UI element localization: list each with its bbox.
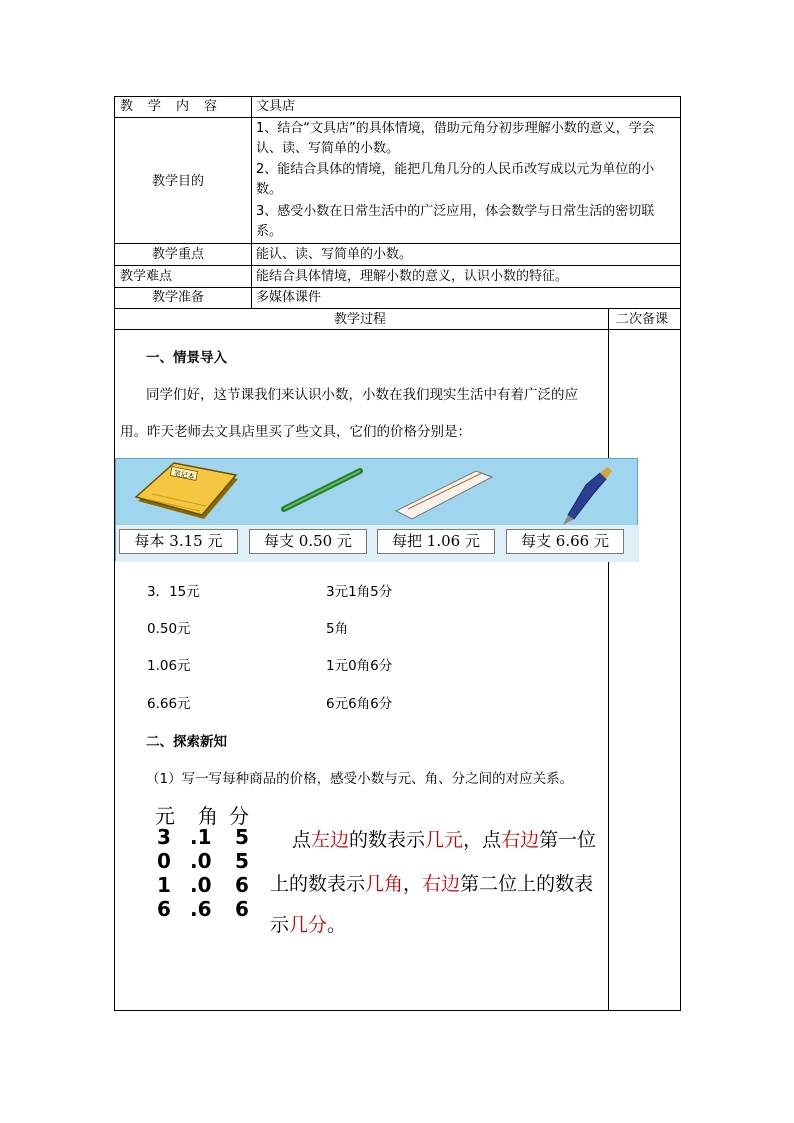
exp2-seg-3: ， [403,873,423,895]
exp1-seg-6: 右边 [501,829,540,851]
objective-3: 3、感受小数在日常生活中的广泛应用，体会数学与日常生活的密切联系。 [256,204,655,239]
exp1-seg-2: 左边 [311,829,350,851]
exp2-seg-1: 上的数表示 [270,873,366,895]
intro-line-1: 同学们好，这节课我们来认识小数，小数在我们现实生活中有着广泛的应 [146,387,578,403]
pencil-icon [284,471,360,509]
section1-title: 一、情景导入 [146,350,227,366]
objective-1: 1、结合“文具店”的具体情境，借助元角分初步理解小数的意义，学会认、读、写简单的小数。 [256,121,655,156]
conversion-yjf-3: 1元0角6分 [326,658,393,674]
task-1: （1）写一写每种商品的价格，感受小数与元、角、分之间的对应关系。 [146,771,574,787]
preparation-value: 多媒体课件 [256,290,322,305]
exp2-seg-5: 第二位上的数表 [460,873,594,895]
place-row-3-yuan: 1 [157,873,171,897]
conversion-decimal-4: 6.66元 [147,696,191,712]
exp1-seg-7: 第一位 [539,829,597,851]
place-row-1-yuan: 3 [157,825,171,849]
preparation-label: 教学准备 [152,290,205,305]
difficulty-label: 教学难点 [120,269,173,284]
place-row-2-yuan: 0 [157,849,171,873]
exp3-seg-2: 几分 [289,914,328,936]
objectives-label: 教学目的 [152,174,205,189]
price-box-pen: 每支 6.66 元 [506,529,624,554]
key-point-value: 能认、读、写简单的小数。 [256,247,413,262]
explanation-line-1 [292,825,596,852]
exp3-seg-3: 。 [327,914,347,936]
exp2-seg-4: 右边 [422,873,461,895]
intro-line-2: 用。昨天老师去文具店里买了些文具，它们的价格分别是： [120,424,471,440]
conversion-decimal-3: 1.06元 [147,658,191,674]
place-row-1-jiao: .1 [190,825,212,849]
explanation-line-3 [270,910,346,937]
place-row-1-fen: 5 [235,825,249,849]
key-point-label: 教学重点 [152,247,205,262]
exp1-seg-3: 的数表示 [349,829,426,851]
conversion-yjf-2: 5角 [326,621,349,637]
exp3-seg-1: 示 [270,914,290,936]
place-row-4-jiao: .6 [190,897,212,921]
objective-2: 2、能结合具体的情境，能把几角几分的人民币改写成以元为单位的小数。 [256,162,655,197]
place-row-2-jiao: .0 [190,849,212,873]
price-box-ruler: 每把 1.06 元 [377,529,495,554]
difficulty-value: 能结合具体情境，理解小数的意义，认识小数的特征。 [256,269,569,284]
content-value: 文具店 [256,99,296,114]
conversion-decimal-1: 3．15元 [147,584,200,600]
pen-icon [563,467,612,525]
exp2-seg-2: 几角 [365,873,404,895]
place-header-yuan: 元 [155,804,175,828]
ruler-icon [396,471,492,519]
process-heading: 教学过程 [334,312,387,327]
content-label: 教 学 内 容 [120,99,219,114]
price-box-pencil: 每支 0.50 元 [249,529,367,554]
place-header-fen: 分 [229,804,249,828]
conversion-yjf-4: 6元6角6分 [326,696,393,712]
price-box-notebook: 每本 3.15 元 [119,529,238,554]
second-prep-heading: 二次备课 [616,312,669,327]
notebook-cover-text: 笔记本 [173,469,196,481]
explanation-line-2 [270,869,593,896]
place-row-3-fen: 6 [235,873,249,897]
place-row-2-fen: 5 [235,849,249,873]
place-row-3-jiao: .0 [190,873,212,897]
notebook-icon [136,463,238,519]
exp1-seg-5: ，点 [463,829,502,851]
conversion-yjf-1: 3元1角5分 [326,584,393,600]
exp1-seg-4: 几元 [425,829,464,851]
place-row-4-yuan: 6 [157,897,171,921]
place-header-jiao: 角 [198,804,218,828]
place-row-4-fen: 6 [235,897,249,921]
exp1-seg-1: 点 [292,829,312,851]
section2-title: 二、探索新知 [146,734,227,750]
conversion-decimal-2: 0.50元 [147,621,191,637]
